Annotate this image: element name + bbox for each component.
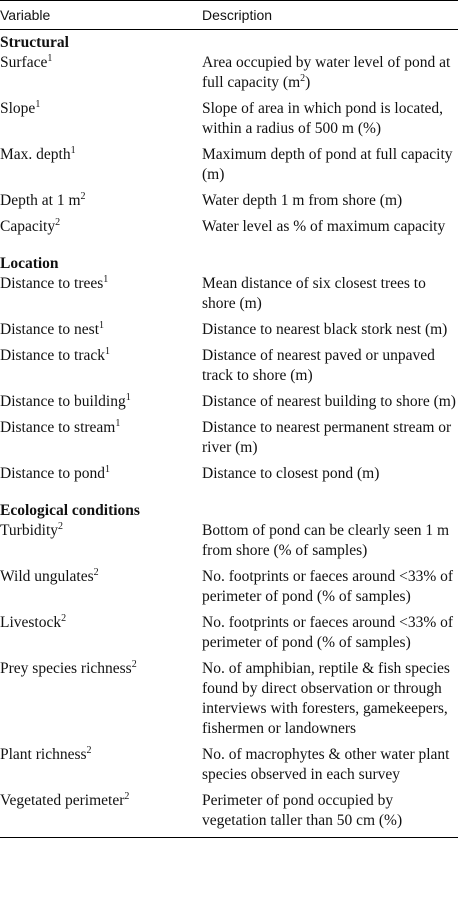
description-text: Distance to nearest black stork nest (m) <box>202 321 448 338</box>
description-text: Perimeter of pond occupied by vegetation taller than 50 cm (%) <box>202 792 403 829</box>
table-body <box>0 30 458 837</box>
description-text: Distance of nearest paved or unpaved track to shore (m) <box>202 347 435 384</box>
variable-cell <box>0 418 202 458</box>
description-cell <box>202 346 458 386</box>
description-cell <box>202 191 458 211</box>
table-row <box>0 99 458 139</box>
table-bottom-rule <box>0 837 458 838</box>
variable-footnote-mark: 1 <box>47 53 53 64</box>
variable-name: Surface <box>0 54 48 71</box>
table-row <box>0 659 458 739</box>
table-row <box>0 613 458 653</box>
variable-cell <box>0 217 202 237</box>
table-row <box>0 418 458 458</box>
description-cell <box>202 392 458 412</box>
variable-name: Livestock <box>0 614 62 631</box>
variable-name: Wild ungulates <box>0 568 94 585</box>
table-row <box>0 145 458 185</box>
section-title: Location <box>0 255 59 272</box>
variable-cell <box>0 659 202 739</box>
variable-footnote-mark: 1 <box>115 418 121 429</box>
variable-footnote-mark: 2 <box>80 191 86 202</box>
description-superscript: 2 <box>300 73 306 84</box>
table-row <box>0 464 458 484</box>
variable-footnote-mark: 1 <box>35 99 41 110</box>
header-variable: Variable <box>0 7 51 23</box>
description-cell <box>202 418 458 458</box>
section-title: Ecological conditions <box>0 502 140 519</box>
table-row <box>0 567 458 607</box>
variable-footnote-mark: 2 <box>55 217 61 228</box>
description-cell <box>202 53 458 93</box>
description-cell <box>202 567 458 607</box>
table-row <box>0 346 458 386</box>
variable-name: Plant richness <box>0 746 87 763</box>
description-cell <box>202 521 458 561</box>
description-text: Water depth 1 m from shore (m) <box>202 192 403 209</box>
description-text: No. of macrophytes & other water plant species observed in each survey <box>202 746 450 783</box>
description-cell <box>202 613 458 653</box>
variable-name: Distance to building <box>0 393 126 410</box>
variable-footnote-mark: 2 <box>93 567 99 578</box>
variable-footnote-mark: 2 <box>131 659 137 670</box>
description-text: No. footprints or faeces around <33% of perimeter of pond (% of samples) <box>202 568 454 605</box>
variable-footnote-mark: 2 <box>61 613 67 624</box>
table-row <box>0 791 458 831</box>
variable-cell <box>0 191 202 211</box>
variable-cell <box>0 53 202 93</box>
variable-cell <box>0 320 202 340</box>
variable-cell <box>0 464 202 484</box>
header-description: Description <box>202 7 273 23</box>
table-row <box>0 521 458 561</box>
table-row <box>0 53 458 93</box>
section-title: Structural <box>0 34 69 51</box>
variable-footnote-mark: 1 <box>103 274 109 285</box>
description-text: Distance to closest pond (m) <box>202 465 380 482</box>
variable-cell <box>0 145 202 185</box>
description-cell <box>202 659 458 739</box>
variable-cell <box>0 791 202 831</box>
description-text: No. footprints or faeces around <33% of perimeter of pond (% of samples) <box>202 614 454 651</box>
description-cell <box>202 320 458 340</box>
variable-cell <box>0 99 202 139</box>
description-text: Maximum depth of pond at full capacity (m) <box>202 146 453 183</box>
variable-name: Capacity <box>0 218 56 235</box>
description-text: No. of amphibian, reptile & fish species found by direct observation or through interviews with foresters, gamekeepers, fishermen or landowners <box>202 660 450 737</box>
description-text: Mean distance of six closest trees to shore (m) <box>202 275 426 312</box>
table-row <box>0 320 458 340</box>
variable-name: Distance to pond <box>0 465 106 482</box>
variable-name: Distance to stream <box>0 419 116 436</box>
variable-cell <box>0 346 202 386</box>
table-row <box>0 274 458 314</box>
variable-footnote-mark: 1 <box>70 145 76 156</box>
variable-name: Prey species richness <box>0 660 132 677</box>
description-cell <box>202 745 458 785</box>
description-cell <box>202 464 458 484</box>
table-row <box>0 217 458 237</box>
description-tail: ) <box>305 74 311 91</box>
section-gap <box>0 490 458 498</box>
variable-cell <box>0 613 202 653</box>
variable-name: Turbidity <box>0 522 59 539</box>
description-cell <box>202 791 458 831</box>
description-text: Bottom of pond can be clearly seen 1 m from shore (% of samples) <box>202 522 450 559</box>
variable-footnote-mark: 1 <box>125 392 131 403</box>
variable-cell <box>0 567 202 607</box>
variable-footnote-mark: 2 <box>58 521 64 532</box>
variable-name: Max. depth <box>0 146 71 163</box>
description-text: Distance of nearest building to shore (m) <box>202 393 456 410</box>
description-cell <box>202 99 458 139</box>
description-text: Water level as % of maximum capacity <box>202 218 446 235</box>
variable-footnote-mark: 2 <box>86 745 92 756</box>
variable-cell <box>0 745 202 785</box>
variable-cell <box>0 274 202 314</box>
variable-name: Distance to track <box>0 347 106 364</box>
variable-footnote-mark: 1 <box>99 320 105 331</box>
variable-name: Slope <box>0 100 36 117</box>
variable-footnote-mark: 1 <box>105 346 111 357</box>
description-text: Area occupied by water level of pond at full capacity (m <box>202 54 451 91</box>
variable-footnote-mark: 2 <box>124 791 130 802</box>
description-cell <box>202 274 458 314</box>
table-row <box>0 745 458 785</box>
table-row <box>0 392 458 412</box>
description-text: Distance to nearest permanent stream or river (m) <box>202 419 452 456</box>
variable-name: Depth at 1 m <box>0 192 81 209</box>
variable-cell <box>0 392 202 412</box>
variable-cell <box>0 521 202 561</box>
description-cell <box>202 145 458 185</box>
section-gap <box>0 243 458 251</box>
description-text: Slope of area in which pond is located, within a radius of 500 m (%) <box>202 100 444 137</box>
description-cell <box>202 217 458 237</box>
variable-footnote-mark: 1 <box>105 464 111 475</box>
variable-name: Distance to nest <box>0 321 100 338</box>
table-header <box>0 1 458 29</box>
variable-name: Vegetated perimeter <box>0 792 125 809</box>
table-row <box>0 191 458 211</box>
variable-name: Distance to trees <box>0 275 104 292</box>
